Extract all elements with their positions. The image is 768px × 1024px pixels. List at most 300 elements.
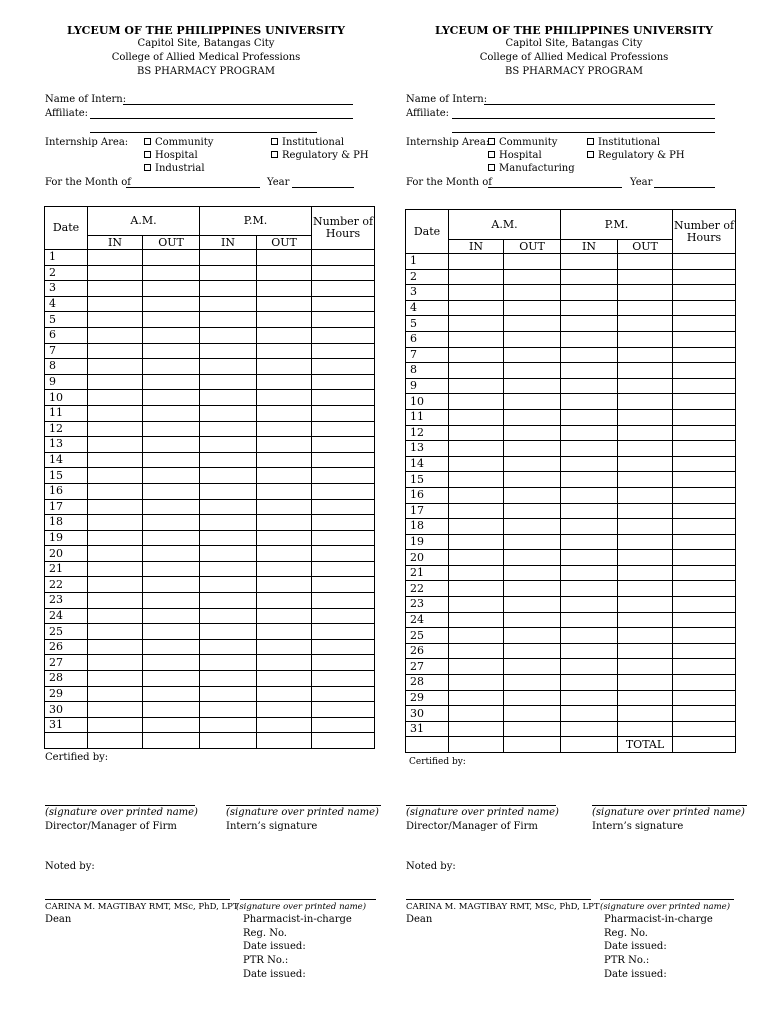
time-entry-cell[interactable]	[449, 503, 504, 519]
time-entry-cell[interactable]	[673, 643, 736, 659]
intern-name-field[interactable]	[123, 104, 353, 105]
time-entry-cell[interactable]	[449, 706, 504, 722]
time-entry-cell[interactable]	[257, 265, 312, 281]
time-entry-cell[interactable]	[449, 659, 504, 675]
time-entry-cell[interactable]	[88, 499, 143, 515]
time-entry-cell[interactable]	[673, 269, 736, 285]
time-entry-cell[interactable]	[257, 655, 312, 671]
time-entry-cell[interactable]	[561, 425, 618, 441]
time-entry-cell[interactable]	[618, 690, 673, 706]
time-entry-cell[interactable]	[88, 296, 143, 312]
time-entry-cell[interactable]	[673, 737, 736, 753]
time-entry-cell[interactable]	[312, 561, 375, 577]
time-entry-cell[interactable]	[257, 577, 312, 593]
time-entry-cell[interactable]	[561, 409, 618, 425]
time-entry-cell[interactable]	[561, 378, 618, 394]
area-option-hospital[interactable]: Hospital	[488, 150, 542, 162]
time-entry-cell[interactable]	[673, 519, 736, 535]
time-entry-cell[interactable]	[143, 281, 200, 297]
time-entry-cell[interactable]	[312, 717, 375, 733]
time-entry-cell[interactable]	[449, 347, 504, 363]
time-entry-cell[interactable]	[618, 331, 673, 347]
time-entry-cell[interactable]	[449, 331, 504, 347]
time-entry-cell[interactable]	[561, 456, 618, 472]
time-entry-cell[interactable]	[143, 483, 200, 499]
time-entry-cell[interactable]	[673, 254, 736, 270]
time-entry-cell[interactable]	[312, 702, 375, 718]
time-entry-cell[interactable]	[200, 561, 257, 577]
time-entry-cell[interactable]	[312, 343, 375, 359]
time-entry-cell[interactable]	[88, 546, 143, 562]
time-entry-cell[interactable]	[257, 250, 312, 266]
time-entry-cell[interactable]	[561, 675, 618, 691]
time-entry-cell[interactable]	[88, 702, 143, 718]
time-entry-cell[interactable]	[88, 530, 143, 546]
time-entry-cell[interactable]	[312, 421, 375, 437]
time-entry-cell[interactable]	[312, 452, 375, 468]
time-entry-cell[interactable]	[561, 690, 618, 706]
time-entry-cell[interactable]	[673, 285, 736, 301]
area-option-community[interactable]: Community	[488, 137, 557, 149]
time-entry-cell[interactable]	[88, 561, 143, 577]
time-entry-cell[interactable]	[449, 581, 504, 597]
time-entry-cell[interactable]	[312, 390, 375, 406]
time-entry-cell[interactable]	[618, 347, 673, 363]
time-entry-cell[interactable]	[257, 343, 312, 359]
time-entry-cell[interactable]	[449, 363, 504, 379]
time-entry-cell[interactable]	[257, 468, 312, 484]
time-entry-cell[interactable]	[449, 441, 504, 457]
time-entry-cell[interactable]	[312, 515, 375, 531]
time-entry-cell[interactable]	[561, 550, 618, 566]
time-entry-cell[interactable]	[257, 327, 312, 343]
time-entry-cell[interactable]	[200, 265, 257, 281]
time-entry-cell[interactable]	[312, 593, 375, 609]
time-entry-cell[interactable]	[200, 281, 257, 297]
time-entry-cell[interactable]	[673, 581, 736, 597]
time-entry-cell[interactable]	[561, 300, 618, 316]
time-entry-cell[interactable]	[257, 483, 312, 499]
time-entry-cell[interactable]	[504, 441, 561, 457]
time-entry-cell[interactable]	[561, 628, 618, 644]
time-entry-cell[interactable]	[561, 441, 618, 457]
time-entry-cell[interactable]	[673, 597, 736, 613]
time-entry-cell[interactable]	[449, 597, 504, 613]
time-entry-cell[interactable]	[618, 254, 673, 270]
area-option-hospital[interactable]: Hospital	[144, 150, 198, 162]
time-entry-cell[interactable]	[618, 285, 673, 301]
time-entry-cell[interactable]	[200, 608, 257, 624]
time-entry-cell[interactable]	[88, 312, 143, 328]
time-entry-cell[interactable]	[561, 519, 618, 535]
time-entry-cell[interactable]	[88, 593, 143, 609]
time-entry-cell[interactable]	[88, 655, 143, 671]
time-entry-cell[interactable]	[143, 343, 200, 359]
time-entry-cell[interactable]	[143, 624, 200, 640]
time-entry-cell[interactable]	[561, 331, 618, 347]
time-entry-cell[interactable]	[449, 628, 504, 644]
time-entry-cell[interactable]	[143, 702, 200, 718]
time-entry-cell[interactable]	[200, 717, 257, 733]
time-entry-cell[interactable]	[200, 343, 257, 359]
affiliate-field-line2[interactable]	[90, 132, 317, 133]
area-option-regulatory[interactable]: Regulatory & PH	[587, 150, 685, 162]
time-entry-cell[interactable]	[504, 628, 561, 644]
time-entry-cell[interactable]	[88, 343, 143, 359]
director-signature-line[interactable]	[406, 805, 556, 806]
time-entry-cell[interactable]	[88, 639, 143, 655]
time-entry-cell[interactable]	[88, 483, 143, 499]
checkbox[interactable]	[587, 138, 594, 145]
time-entry-cell[interactable]	[257, 686, 312, 702]
time-entry-cell[interactable]	[618, 628, 673, 644]
time-entry-cell[interactable]	[312, 265, 375, 281]
time-entry-cell[interactable]	[618, 675, 673, 691]
area-option-regulatory[interactable]: Regulatory & PH	[271, 150, 369, 162]
checkbox[interactable]	[488, 138, 495, 145]
time-entry-cell[interactable]	[673, 394, 736, 410]
time-entry-cell[interactable]	[673, 456, 736, 472]
time-entry-cell[interactable]	[88, 468, 143, 484]
year-field[interactable]	[654, 187, 715, 188]
time-entry-cell[interactable]	[257, 608, 312, 624]
time-entry-cell[interactable]	[504, 706, 561, 722]
time-entry-cell[interactable]	[673, 331, 736, 347]
time-entry-cell[interactable]	[257, 561, 312, 577]
time-entry-cell[interactable]	[143, 608, 200, 624]
time-entry-cell[interactable]	[561, 285, 618, 301]
time-entry-cell[interactable]	[143, 655, 200, 671]
time-entry-cell[interactable]	[200, 327, 257, 343]
checkbox[interactable]	[271, 138, 278, 145]
time-entry-cell[interactable]	[618, 472, 673, 488]
time-entry-cell[interactable]	[200, 421, 257, 437]
time-entry-cell[interactable]	[312, 359, 375, 375]
checkbox[interactable]	[488, 164, 495, 171]
time-entry-cell[interactable]	[88, 624, 143, 640]
time-entry-cell[interactable]	[618, 503, 673, 519]
month-field[interactable]	[488, 187, 622, 188]
time-entry-cell[interactable]	[200, 655, 257, 671]
time-entry-cell[interactable]	[200, 515, 257, 531]
time-entry-cell[interactable]	[88, 733, 143, 749]
time-entry-cell[interactable]	[312, 546, 375, 562]
time-entry-cell[interactable]	[143, 499, 200, 515]
time-entry-cell[interactable]	[561, 472, 618, 488]
time-entry-cell[interactable]	[312, 624, 375, 640]
time-entry-cell[interactable]	[561, 612, 618, 628]
time-entry-cell[interactable]	[257, 530, 312, 546]
time-entry-cell[interactable]	[504, 737, 561, 753]
time-entry-cell[interactable]	[312, 671, 375, 687]
time-entry-cell[interactable]	[673, 316, 736, 332]
time-entry-cell[interactable]	[88, 390, 143, 406]
time-entry-cell[interactable]	[504, 394, 561, 410]
time-entry-cell[interactable]	[673, 378, 736, 394]
time-entry-cell[interactable]	[504, 643, 561, 659]
time-entry-cell[interactable]	[200, 452, 257, 468]
time-entry-cell[interactable]	[449, 378, 504, 394]
time-entry-cell[interactable]	[312, 655, 375, 671]
time-entry-cell[interactable]	[618, 597, 673, 613]
time-entry-cell[interactable]	[449, 487, 504, 503]
time-entry-cell[interactable]	[143, 717, 200, 733]
time-entry-cell[interactable]	[257, 312, 312, 328]
time-entry-cell[interactable]	[561, 581, 618, 597]
time-entry-cell[interactable]	[561, 737, 618, 753]
time-entry-cell[interactable]	[143, 671, 200, 687]
time-entry-cell[interactable]	[143, 359, 200, 375]
time-entry-cell[interactable]	[618, 409, 673, 425]
time-entry-cell[interactable]	[673, 612, 736, 628]
time-entry-cell[interactable]	[504, 565, 561, 581]
time-entry-cell[interactable]	[143, 421, 200, 437]
time-entry-cell[interactable]	[673, 300, 736, 316]
time-entry-cell[interactable]	[312, 374, 375, 390]
time-entry-cell[interactable]	[618, 394, 673, 410]
time-entry-cell[interactable]	[449, 316, 504, 332]
time-entry-cell[interactable]	[88, 250, 143, 266]
time-entry-cell[interactable]	[88, 405, 143, 421]
time-entry-cell[interactable]	[257, 702, 312, 718]
time-entry-cell[interactable]	[312, 327, 375, 343]
intern-name-field[interactable]	[484, 104, 715, 105]
time-entry-cell[interactable]	[504, 487, 561, 503]
time-entry-cell[interactable]	[257, 717, 312, 733]
time-entry-cell[interactable]	[618, 643, 673, 659]
time-entry-cell[interactable]	[257, 515, 312, 531]
time-entry-cell[interactable]	[449, 534, 504, 550]
time-entry-cell[interactable]	[561, 721, 618, 737]
time-entry-cell[interactable]	[257, 359, 312, 375]
time-entry-cell[interactable]	[200, 546, 257, 562]
time-entry-cell[interactable]	[257, 624, 312, 640]
time-entry-cell[interactable]	[673, 721, 736, 737]
time-entry-cell[interactable]	[257, 296, 312, 312]
time-entry-cell[interactable]	[504, 612, 561, 628]
time-entry-cell[interactable]	[88, 437, 143, 453]
time-entry-cell[interactable]	[257, 452, 312, 468]
time-entry-cell[interactable]	[143, 530, 200, 546]
checkbox[interactable]	[271, 151, 278, 158]
area-option-institutional[interactable]: Institutional	[587, 137, 660, 149]
time-entry-cell[interactable]	[673, 690, 736, 706]
time-entry-cell[interactable]	[561, 269, 618, 285]
time-entry-cell[interactable]	[143, 296, 200, 312]
time-entry-cell[interactable]	[561, 503, 618, 519]
time-entry-cell[interactable]	[618, 487, 673, 503]
time-entry-cell[interactable]	[312, 577, 375, 593]
area-option-institutional[interactable]: Institutional	[271, 137, 344, 149]
time-entry-cell[interactable]	[449, 643, 504, 659]
time-entry-cell[interactable]	[618, 456, 673, 472]
time-entry-cell[interactable]	[143, 374, 200, 390]
time-entry-cell[interactable]	[504, 472, 561, 488]
checkbox[interactable]	[144, 151, 151, 158]
time-entry-cell[interactable]	[504, 534, 561, 550]
time-entry-cell[interactable]	[673, 425, 736, 441]
time-entry-cell[interactable]	[449, 565, 504, 581]
time-entry-cell[interactable]	[618, 565, 673, 581]
time-entry-cell[interactable]	[200, 312, 257, 328]
time-entry-cell[interactable]	[504, 550, 561, 566]
time-entry-cell[interactable]	[200, 483, 257, 499]
time-entry-cell[interactable]	[673, 472, 736, 488]
time-entry-cell[interactable]	[312, 312, 375, 328]
time-entry-cell[interactable]	[257, 593, 312, 609]
time-entry-cell[interactable]	[200, 468, 257, 484]
time-entry-cell[interactable]	[312, 686, 375, 702]
time-entry-cell[interactable]	[88, 265, 143, 281]
time-entry-cell[interactable]	[312, 405, 375, 421]
time-entry-cell[interactable]	[449, 254, 504, 270]
time-entry-cell[interactable]	[312, 483, 375, 499]
time-entry-cell[interactable]	[618, 550, 673, 566]
time-entry-cell[interactable]	[504, 378, 561, 394]
time-entry-cell[interactable]	[143, 452, 200, 468]
time-entry-cell[interactable]	[143, 250, 200, 266]
time-entry-cell[interactable]	[504, 597, 561, 613]
time-entry-cell[interactable]	[504, 300, 561, 316]
time-entry-cell[interactable]	[88, 374, 143, 390]
time-entry-cell[interactable]	[200, 702, 257, 718]
time-entry-cell[interactable]	[449, 394, 504, 410]
time-entry-cell[interactable]	[561, 597, 618, 613]
time-entry-cell[interactable]	[449, 409, 504, 425]
time-entry-cell[interactable]	[88, 421, 143, 437]
checkbox[interactable]	[587, 151, 594, 158]
pharmacist-signature-line[interactable]	[240, 899, 376, 900]
time-entry-cell[interactable]	[143, 405, 200, 421]
time-entry-cell[interactable]	[312, 250, 375, 266]
time-entry-cell[interactable]	[673, 347, 736, 363]
time-entry-cell[interactable]	[88, 671, 143, 687]
time-entry-cell[interactable]	[257, 374, 312, 390]
time-entry-cell[interactable]	[200, 530, 257, 546]
time-entry-cell[interactable]	[449, 612, 504, 628]
time-entry-cell[interactable]	[200, 374, 257, 390]
time-entry-cell[interactable]	[561, 394, 618, 410]
time-entry-cell[interactable]	[504, 659, 561, 675]
time-entry-cell[interactable]	[200, 296, 257, 312]
time-entry-cell[interactable]	[143, 468, 200, 484]
time-entry-cell[interactable]	[143, 593, 200, 609]
time-entry-cell[interactable]	[449, 675, 504, 691]
time-entry-cell[interactable]	[88, 608, 143, 624]
time-entry-cell[interactable]	[257, 639, 312, 655]
time-entry-cell[interactable]	[504, 409, 561, 425]
time-entry-cell[interactable]	[143, 515, 200, 531]
time-entry-cell[interactable]	[618, 581, 673, 597]
time-entry-cell[interactable]	[449, 456, 504, 472]
time-entry-cell[interactable]	[449, 269, 504, 285]
affiliate-field[interactable]	[452, 118, 715, 119]
time-entry-cell[interactable]	[257, 499, 312, 515]
year-field[interactable]	[292, 187, 354, 188]
time-entry-cell[interactable]	[143, 265, 200, 281]
area-option-manufacturing[interactable]: Manufacturing	[488, 163, 575, 175]
time-entry-cell[interactable]	[449, 550, 504, 566]
time-entry-cell[interactable]	[673, 487, 736, 503]
time-entry-cell[interactable]	[504, 269, 561, 285]
time-entry-cell[interactable]	[88, 686, 143, 702]
dean-signature-line[interactable]	[45, 899, 230, 900]
time-entry-cell[interactable]	[618, 316, 673, 332]
time-entry-cell[interactable]	[312, 499, 375, 515]
time-entry-cell[interactable]	[200, 577, 257, 593]
time-entry-cell[interactable]	[504, 519, 561, 535]
time-entry-cell[interactable]	[257, 671, 312, 687]
month-field[interactable]	[126, 187, 260, 188]
time-entry-cell[interactable]	[618, 706, 673, 722]
time-entry-cell[interactable]	[561, 534, 618, 550]
time-entry-cell[interactable]	[618, 425, 673, 441]
time-entry-cell[interactable]	[200, 624, 257, 640]
time-entry-cell[interactable]	[504, 456, 561, 472]
time-entry-cell[interactable]	[257, 405, 312, 421]
time-entry-cell[interactable]	[561, 316, 618, 332]
time-entry-cell[interactable]	[143, 577, 200, 593]
affiliate-field[interactable]	[90, 118, 353, 119]
time-entry-cell[interactable]	[449, 472, 504, 488]
time-entry-cell[interactable]	[504, 721, 561, 737]
time-entry-cell[interactable]	[143, 312, 200, 328]
time-entry-cell[interactable]	[618, 534, 673, 550]
time-entry-cell[interactable]	[504, 675, 561, 691]
time-entry-cell[interactable]	[143, 686, 200, 702]
time-entry-cell[interactable]	[143, 390, 200, 406]
time-entry-cell[interactable]	[88, 281, 143, 297]
time-entry-cell[interactable]	[504, 690, 561, 706]
time-entry-cell[interactable]	[561, 643, 618, 659]
time-entry-cell[interactable]	[312, 639, 375, 655]
time-entry-cell[interactable]	[561, 565, 618, 581]
time-entry-cell[interactable]	[561, 347, 618, 363]
time-entry-cell[interactable]	[673, 409, 736, 425]
time-entry-cell[interactable]	[200, 671, 257, 687]
intern-signature-line[interactable]	[226, 805, 381, 806]
affiliate-field-line2[interactable]	[452, 132, 715, 133]
area-option-community[interactable]: Community	[144, 137, 213, 149]
time-entry-cell[interactable]	[618, 300, 673, 316]
time-entry-cell[interactable]	[312, 296, 375, 312]
time-entry-cell[interactable]	[504, 581, 561, 597]
time-entry-cell[interactable]	[449, 425, 504, 441]
time-entry-cell[interactable]	[143, 437, 200, 453]
intern-signature-line[interactable]	[592, 805, 747, 806]
time-entry-cell[interactable]	[200, 359, 257, 375]
time-entry-cell[interactable]	[561, 487, 618, 503]
time-entry-cell[interactable]	[257, 390, 312, 406]
time-entry-cell[interactable]	[88, 717, 143, 733]
checkbox[interactable]	[144, 164, 151, 171]
time-entry-cell[interactable]	[449, 300, 504, 316]
time-entry-cell[interactable]	[618, 659, 673, 675]
time-entry-cell[interactable]	[504, 347, 561, 363]
time-entry-cell[interactable]	[673, 675, 736, 691]
checkbox[interactable]	[488, 151, 495, 158]
time-entry-cell[interactable]	[673, 550, 736, 566]
time-entry-cell[interactable]	[200, 405, 257, 421]
time-entry-cell[interactable]	[312, 437, 375, 453]
time-entry-cell[interactable]	[618, 721, 673, 737]
time-entry-cell[interactable]	[449, 690, 504, 706]
time-entry-cell[interactable]	[200, 390, 257, 406]
time-entry-cell[interactable]	[504, 331, 561, 347]
time-entry-cell[interactable]	[561, 659, 618, 675]
time-entry-cell[interactable]	[673, 441, 736, 457]
checkbox[interactable]	[144, 138, 151, 145]
